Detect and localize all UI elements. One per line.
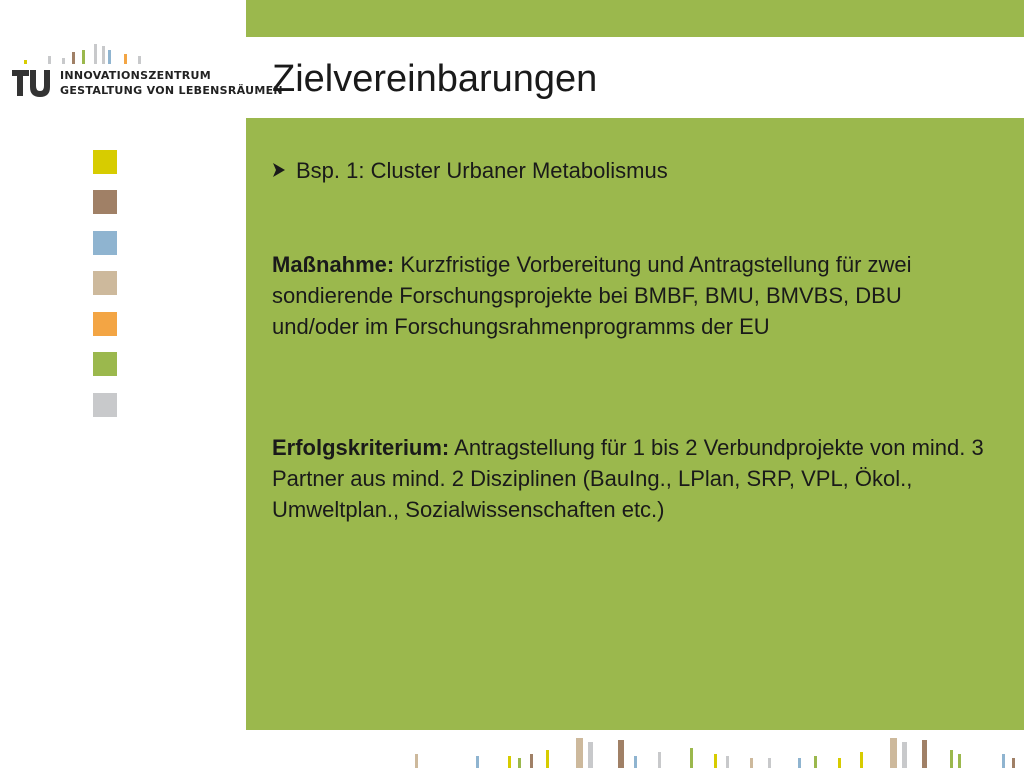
bottom-bar	[530, 754, 533, 768]
erfolg-text: Antragstellung für 1 bis 2 Verbundprojekte von mind. 3 Partner aus mind. 2 Disziplinen (BauIng., LPlan, SRP, VPL, Ökol., Umweltplan., Sozialwissenschaften etc.)	[272, 435, 984, 522]
logo-bar	[108, 50, 111, 64]
color-swatch	[93, 352, 117, 376]
logo-bar	[48, 56, 51, 64]
bottom-bar	[634, 756, 637, 768]
bottom-bar	[618, 740, 624, 768]
color-swatch	[93, 312, 117, 336]
bullet-text: Bsp. 1: Cluster Urbaner Metabolismus	[296, 158, 668, 183]
logo-bar	[24, 60, 27, 64]
bottom-bar	[714, 754, 717, 768]
bottom-bar	[950, 750, 953, 768]
bottom-bar	[768, 758, 771, 768]
erfolg-paragraph	[272, 432, 992, 525]
decorative-bottom-bars	[246, 736, 1024, 768]
page-title: Zielvereinbarungen	[272, 58, 598, 100]
logo-line-1: INNOVATIONSZENTRUM	[60, 69, 212, 82]
bottom-bar	[588, 742, 593, 768]
bottom-bar	[508, 756, 511, 768]
bottom-bar	[838, 758, 841, 768]
bottom-bar	[814, 756, 817, 768]
bottom-bar	[1002, 754, 1005, 768]
color-swatch	[93, 231, 117, 255]
bottom-bar	[902, 742, 907, 768]
logo-bar	[72, 52, 75, 64]
bottom-bar	[798, 758, 801, 768]
bottom-bar	[890, 738, 897, 768]
bottom-bar	[726, 756, 729, 768]
erfolg-label: Erfolgskriterium:	[272, 435, 450, 460]
logo-text	[60, 68, 283, 98]
logo-bars	[10, 42, 240, 64]
content-panel	[246, 118, 1024, 730]
bottom-bar	[690, 748, 693, 768]
bottom-bar	[860, 752, 863, 768]
logo-bar	[82, 50, 85, 64]
bottom-bar	[415, 754, 418, 768]
top-accent-band	[246, 0, 1024, 37]
bottom-bar	[476, 756, 479, 768]
bottom-bar	[658, 752, 661, 768]
bottom-bar	[750, 758, 753, 768]
arrow-bullet-icon	[272, 158, 296, 184]
logo-line-2: GESTALTUNG VON LEBENSRÄUMEN	[60, 84, 283, 97]
color-swatch	[93, 150, 117, 174]
massnahme-text: Kurzfristige Vorbereitung und Antragstellung für zwei sondierende Forschungsprojekte bei BMBF, BMU, BMVBS, DBU und/oder im Forschungsrahmenprogramms der EU	[272, 252, 912, 339]
bottom-bar	[922, 740, 927, 768]
logo-bar	[124, 54, 127, 64]
bullet-item	[272, 158, 668, 184]
bottom-bar	[518, 758, 521, 768]
bottom-bar	[958, 754, 961, 768]
massnahme-label: Maßnahme:	[272, 252, 395, 277]
logo-bar	[138, 56, 141, 64]
bottom-bar	[1012, 758, 1015, 768]
logo-bar	[102, 46, 105, 64]
institution-logo	[10, 42, 283, 104]
tu-logo-icon	[12, 68, 52, 98]
logo-bar	[62, 58, 65, 64]
color-swatch	[93, 190, 117, 214]
bottom-bar	[546, 750, 549, 768]
color-swatch	[93, 271, 117, 295]
logo-bar	[94, 44, 97, 64]
massnahme-paragraph	[272, 249, 992, 342]
color-swatch	[93, 393, 117, 417]
bottom-bar	[576, 738, 583, 768]
